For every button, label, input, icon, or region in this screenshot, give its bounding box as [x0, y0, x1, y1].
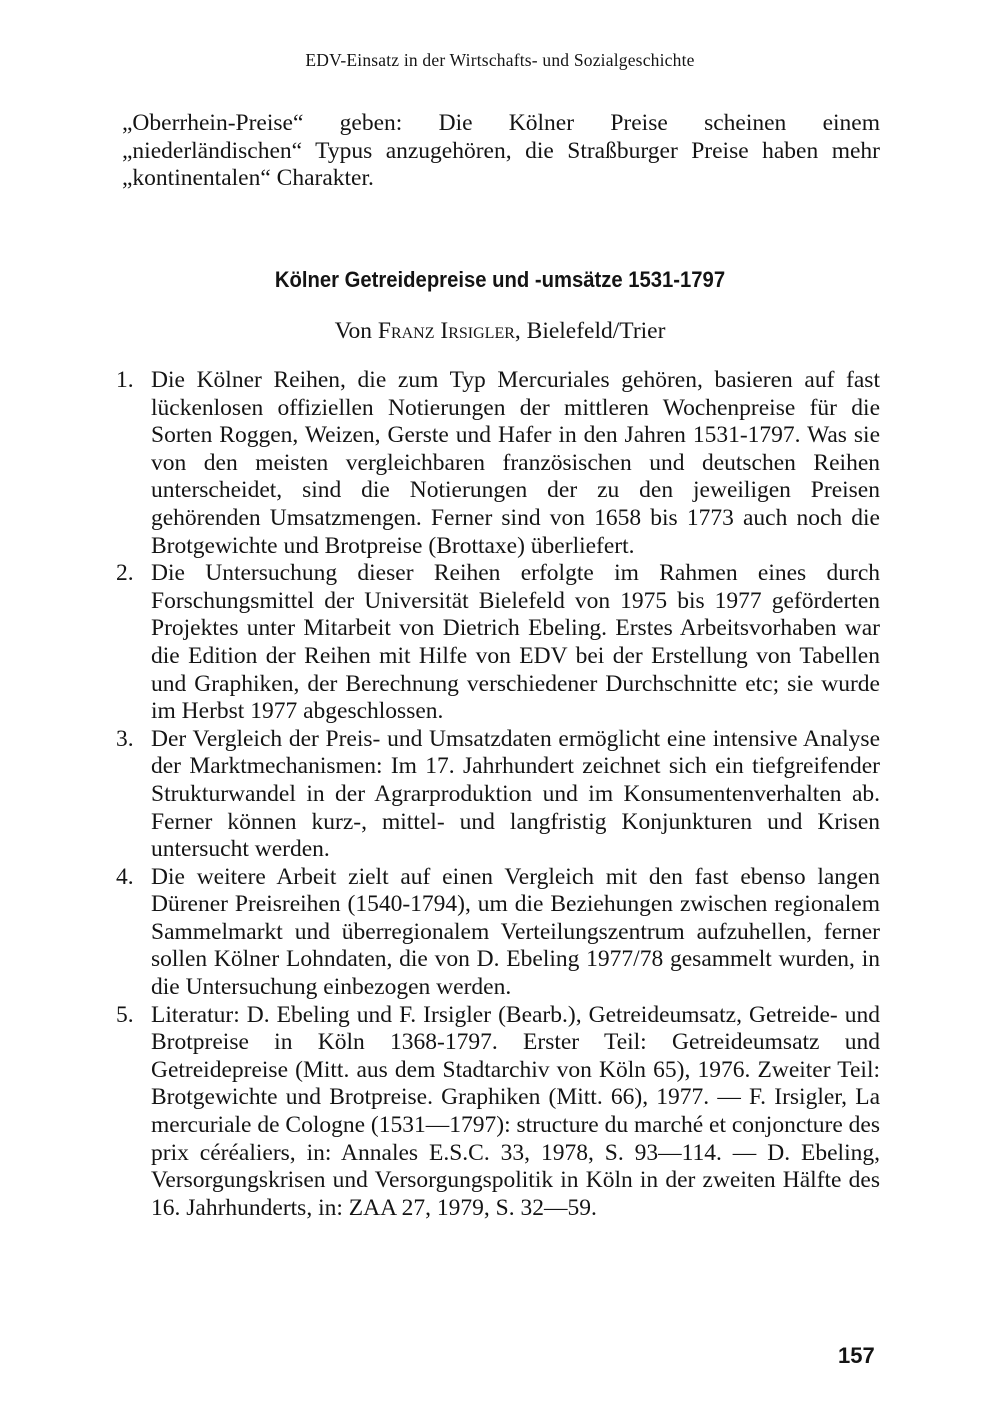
list-item-text: Der Vergleich der Preis- und Umsatzdaten ermöglicht eine intensive Analyse der Marktmechanismen: Im 17. Jahrhundert zeichnet sich ein tiefgreifender Strukturwandel in der Agrarproduktion und im Konsumentenverhalten ab. Ferner können kurz-, mittel- und langfristig Konjunkturen und Krisen untersucht werden.	[151, 725, 880, 863]
list-item-number: 5.	[116, 1001, 134, 1028]
list-item-number: 2.	[116, 560, 134, 587]
page-number: 157	[838, 1343, 875, 1368]
article-title: Kölner Getreidepreise und -umsätze 1531-1797	[274, 267, 726, 292]
list-item-number: 4.	[116, 863, 134, 890]
list-item	[116, 367, 880, 560]
list-item-text: Die weitere Arbeit zielt auf einen Vergleich mit den fast ebenso langen Dürener Preisreihen (1540-1794), um die Beziehungen zwischen regionalem Sammelmarkt und überregionalem Verteilungszentrum aufzuhellen, ferner sollen Kölner Lohndaten, die von D. Ebeling 1977/78 gesammelt wurden, in die Untersuchung einbezogen werden.	[151, 863, 880, 1001]
intro-paragraph: „Oberrhein-Preise“ geben: Die Kölner Preise scheinen einem „niederländischen“ Typus anzugehören, die Straßburger Preise haben mehr „kontinentalen“ Charakter.	[122, 110, 880, 192]
list-item-text: Literatur: D. Ebeling und F. Irsigler (Bearb.), Getreideumsatz, Getreide- und Brotpreise in Köln 1368-1797. Erster Teil: Getreideumsatz und Getreidepreise (Mitt. aus dem Stadtarchiv von Köln 65), 1976. Zweiter Teil: Brotgewichte und Brotpreise. Graphiken (Mitt. 66), 1977. — F. Irsigler, La mercuriale de Cologne (1531—1797): structure du marché et conjoncture des prix céréaliers, in: Annales E.S.C. 33, 1978, S. 93—114. — D. Ebeling, Versorgungskrisen und Versorgungspolitik in Köln in der zweiten Hälfte des 16. Jahrhunderts, in: ZAA 27, 1979, S. 32—59.	[151, 1001, 880, 1221]
byline-prefix: Von	[334, 318, 373, 344]
list-item-number: 3.	[116, 725, 134, 752]
author-name: Franz Irsigler	[377, 318, 515, 344]
list-item	[116, 1002, 880, 1223]
list-item	[116, 864, 880, 1002]
list-item-text: Die Untersuchung dieser Reihen erfolgte im Rahmen eines durch Forschungsmittel der Universität Bielefeld von 1975 bis 1977 geförderten Projektes unter Mitarbeit von Dietrich Ebeling. Erstes Arbeitsvorhaben war die Edition der Reihen mit Hilfe von EDV bei der Erstellung von Tabellen und Graphiken, der Berechnung verschiedener Durchschnitte etc; sie wurde im Herbst 1977 abgeschlossen.	[151, 560, 880, 725]
list-item-text: Die Kölner Reihen, die zum Typ Mercuriales gehören, basieren auf fast lückenlosen offiziellen Notierungen der mittleren Wochenpreise für die Sorten Roggen, Weizen, Gerste und Hafer in den Jahren 1531-1797. Was sie von den meisten vergleichbaren französischen und deutschen Reihen unterscheidet, sind die Notierungen der zu den jeweiligen Preisen gehörenden Umsatzmengen. Ferner sind von 1658 bis 1773 auch noch die Brotgewichte und Brotpreise (Brottaxe) überliefert.	[151, 367, 880, 559]
list-item	[116, 726, 880, 864]
author-location: , Bielefeld/Trier	[514, 318, 666, 344]
running-head: EDV-Einsatz in der Wirtschafts- und Sozialgeschichte	[305, 50, 695, 70]
byline	[0, 318, 1000, 345]
list-item-number: 1.	[116, 367, 134, 393]
list-item	[116, 560, 880, 726]
numbered-list	[116, 367, 880, 1222]
